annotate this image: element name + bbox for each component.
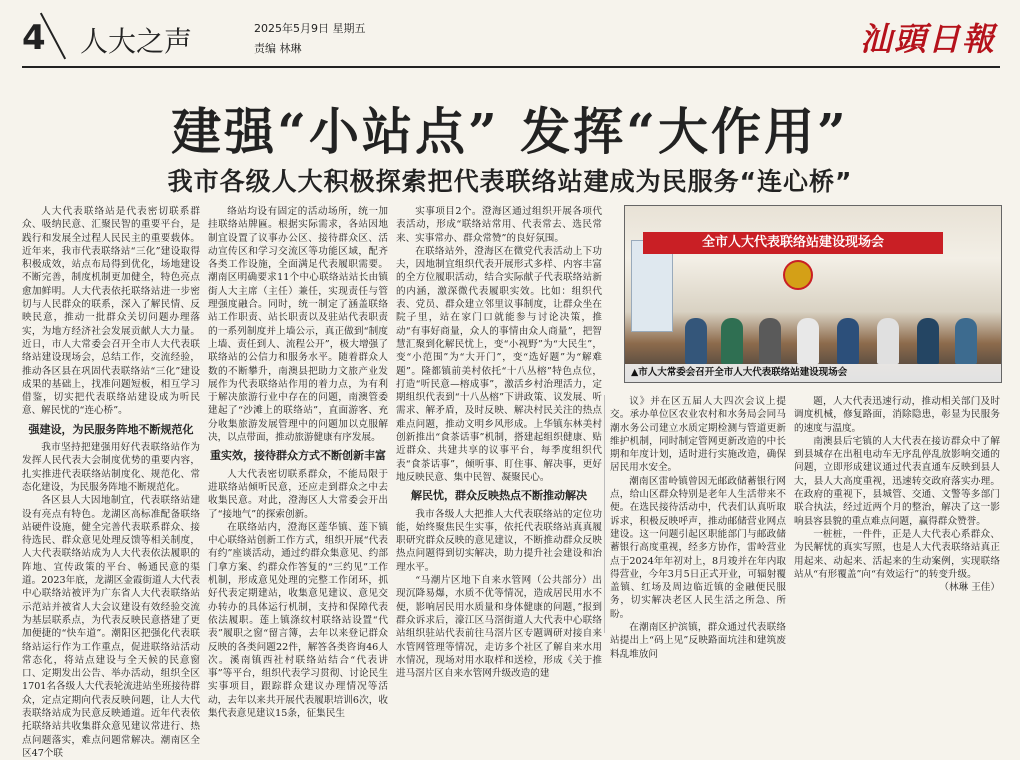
paragraph: 人大代表联络站是代表密切联系群众、吸纳民意、汇聚民智的重要平台，是践行和发展全过程人民民主的重要载体。近年来，我市代表联络站“三化”建设取得积极成效，站点布局得到优化，场地建设不断完善，制度机制更加健全，特色亮点愈加鲜明。人大代表依托联络站进一步密切与人民群众的联系，深入了解民情、反映民意，推动一批群众关切问题办理落实，为地方经济社会发展贡献人大力量。近日，市人大常委会召开全市人大代表联络站建设现场会，总结工作，交流经验，推动各区县在巩固代表联络站“三化”建设成果的基础上，找准问题短板，相互学习借鉴，切实把代表联络站建设成为听民意、解民忧的“连心桥”。 <box>22 206 200 417</box>
paragraph: 络站均设有固定的活动场所，统一加挂联络站牌匾。根据实际需求，各站因地制宜设置了议事办公区、接待群众区、活动宣传区和学习交流区等功能区域，配齐各类工作设施，全面满足代表履职需要。潮南区明确要求11个中心联络站站长由镇街人大主席（主任）兼任，实现责任与管理强度融合。同时，统一制定了涵盖联络站工作职责、站长职责以及驻站代表职责的一系列制度并上墙公示，真正做到“制度上墙、责任到人、流程公开”，极大增强了联络站的公信力和服务水平。随着群众人数的不断攀升，南澳县把助力文旅产业发展作为代表联络站作用的着力点，为有利于解决旅游行业中存在的问题，南澳管委建起了“沙滩上的联络站”，直面游客、充分收集旅游发展管理中的问题加以克服解决，以点带面，推动旅游健康有序发展。 <box>208 206 388 444</box>
editor-credit: 责编 林琳 <box>254 42 302 55</box>
paragraph: 各区县人大因地制宜，代表联络站建设有亮点有特色。龙湖区高标准配备联络站硬件设施，健全完善代表联系群众、接待选民、群众意见处理反馈等相关制度，人大代表联络站成为人大代表依法履职的阵地、宣传政策的平台、畅通民意的渠道。2023年底，龙湖区金霞街道人大代表中心联络站被评为广东省人大代表联络站示范站并被省人大会议建设有效经验交流为基层联系点，为代表反映民意搭建了更加便捷的“快车道”。潮阳区把强化代表联络站运行作为工作重点，促进联络站活动常态化，将站点建设与全天候的民意窗口、定期发出公告、举办活动，组织全区1701名各级人大代表轮流进站坐班接待群众，定点定期向代表反映问题，让人大代表联络站成为民意反映通道。近年代表依托联络站共收集群众意见建议常进行、热点问题落实，难点问题常解决。潮南区全区47个联 <box>22 495 200 759</box>
subheading: 强建设，为民服务阵地不断规范化 <box>28 422 194 436</box>
column-4 <box>610 395 786 660</box>
newspaper-masthead: 汕頭日報 <box>859 20 996 58</box>
national-emblem-icon <box>783 260 813 290</box>
column-2 <box>208 205 388 719</box>
column-divider <box>604 395 605 633</box>
byline: （林琳 王佳） <box>939 582 1000 594</box>
page-number: 4 <box>22 18 46 58</box>
paragraph: 我市坚持把建强用好代表联络站作为发挥人民代表大会制度优势的重要内容，扎实推进代表联络站制度化、规范化、常态化建设，为民服务阵地不断规范化。 <box>22 442 200 493</box>
header-rule <box>22 66 1000 68</box>
news-photo <box>624 205 1002 383</box>
article-title: 建强“小站点” 发挥“大作用” <box>171 102 849 161</box>
paragraph: 在潮南区护滨镇，群众通过代表联络站提出上“码上见”反映路面坑洼和建筑废料乱堆放问 <box>610 622 786 660</box>
photo-caption: ▲市人大常委会召开全市人大代表联络站建设现场会 <box>625 364 1001 382</box>
page-header <box>0 0 1020 72</box>
paragraph: 实事项目2个。澄海区通过组织开展各项代表活动，形成“联络站常用、代表常去、选民常来、实事常办、群众常赞”的良好氛围。 <box>396 206 602 244</box>
paragraph: 题，人大代表迅速行动，推动相关部门及时调度机械，修复路面，消除隐患，彰显为民服务的速度与温度。 <box>794 396 1000 434</box>
paragraph: 潮南区雷岭镇曾因无邮政储蓄银行网点，给山区群众特别是老年人生活带来不便。在选民接待活动中，代表们认真听取诉求，积极反映呼声，推动邮储营业网点建设。这一问题引起区职能部门与邮政储蓄银行高度重视，经多方协作，雷岭营业点于2024年年初对上，8月竣并在年内取得营业，今年3月5日正式开业，可辐射覆盖镇、红场及周边临近镇的金融便民服务，切实解决老区人民生活之所急、所盼。 <box>610 475 786 620</box>
attendee-figure <box>877 318 899 364</box>
attendee-figure <box>685 318 707 364</box>
subheading: 重实效，接待群众方式不断创新丰富 <box>210 449 386 463</box>
attendee-figure <box>721 318 743 364</box>
column-5 <box>794 395 1000 633</box>
column-3 <box>396 205 602 680</box>
photo-banner: 全市人大代表联络站建设现场会 <box>643 232 943 254</box>
article-subtitle: 我市各级人大积极探索把代表联络站建成为民服务“连心桥” <box>167 167 853 196</box>
paragraph: 在联络站内，澄海区莲华镇、莲下镇中心联络站创新工作方式，组织开展“代表有约”座谈活动，通过约群众集意见、约部门拿方案、约群众作答复的“三约见”工作机制，形成意见处理的完整工作闭环，抓好代表定期建站，收集意见建议、意见交办转办的具体运行机制，支持和保障代表依法履职。莲上镇涤纹村联络站设置“代表”履职之窗“留言簿，去年以来登记群众反映的各类问题22件，解答各类咨询46人次。溪南镇西社村联络站结合“代表讲事”等平台，组织代表学习贯彻、讨论民生实事项目，跟踪群众建议办理情况等活动，去年以来共开展代表履职培训6次，收集代表意见建议15条，征集民生 <box>208 521 388 719</box>
attendee-figure <box>955 318 977 364</box>
paragraph: 我市各级人大把推人大代表联络站的定位功能，始终聚焦民生实事，依托代表联络站真真履职研究群众反映的意见建议，不断推动群众反映热点问题得到切实解决，助力提升社会建设和治理水平。 <box>396 508 602 573</box>
subheading: 解民忧，群众反映热点不断推动解决 <box>411 489 587 503</box>
column-1 <box>22 205 200 759</box>
paragraph: 在联络站外，澄海区在微党代表活动上下功夫，因地制宜组织代表开展形式多样、内容丰富的全方位履职活动，结合实际献子代表联络站新的内涵，激深微代表履职实效。比如：组织代表、党员、群众建立邻里议事制度，让群众坐在院子里，站在家门口就能参与讨论决策，推动“有事好商量，众人的事情由众人商量”，把智慧汇聚到化解民忧上，变“小视野”为“大民生”，变“小范围”为“大开门”，变“选好题”为“解难题”。隆都镇前美村依托“十八丛榕”特色点位，打造“听民意—榕成事”，激活乡村治理活力，定期组织代表到“十八丛榕”下讲政策、议发展、听需求、解矛盾，及时反映、解决村民关注的热点难点问题，推动文明乡风形成。上华镇东林美村创新推出“食茶话事”机制，搭建起组织健康、贴近群众、共建共享的议事平台，每季度组织代表“食茶话事”，倾听事、盯住事、解决事，更好地反映民意、集中民智、凝聚民心。 <box>396 245 602 483</box>
paragraph: “马潮片区地下自来水管网（公共部分）出现沉降易爆，水质不优等情况，造成居民用水不便，影响居民用水质量和身体健康的问题，”报到群众诉求后，濠江区马滘街道人大代表中心联络站组织驻站代表前往马滘片区专题调研对接自来水管网管理等情况，走访多个社区了解自来水用水情况，现场对用水取样和送检，形成《关于推进马滘片区自来水管网升级改造的建 <box>396 575 602 680</box>
attendee-figure <box>837 318 859 364</box>
attendee-figure <box>759 318 781 364</box>
attendee-figure <box>917 318 939 364</box>
paragraph: 一桩桩，一件件，正是人大代表心系群众、为民解忧的真实写照，也是人大代表联络站真正用起来、动起来、活起来的生动案例，实现联络站从“有形覆盖”向“有效运行”的转变升级。 <box>794 528 1000 580</box>
attendee-figure <box>797 318 819 364</box>
issue-date: 2025年5月9日 星期五 <box>254 22 366 35</box>
paragraph: 南澳县后宅镇的人大代表在接访群众中了解到县城存在出租电动车无序乱停乱放影响交通的问题，立即形成建议通过代表直通车反映到县人大，县人大高度重视，迅速转交政府落实办理。在政府的重视下，县城管、交通、文警等多部门联合执法，经过近两个月的整治，解决了这一影响县容县貌的重点难点问题，赢得群众赞誉。 <box>794 435 1000 527</box>
paragraph: 人大代表密切联系群众，不能局限于进联络站倾听民意，还应走到群众之中去收集民意。对此，澄海区人大常委会开出了“接地气”的探索创新。 <box>208 468 388 520</box>
section-name: 人大之声 <box>80 25 193 58</box>
article-body <box>22 205 1000 759</box>
paragraph: 议》并在区五届人大四次会议上提交。承办单位区农业农村和水务局会同马潮水务公司建立水质定期检测与管道更新维护机制，同时制定管网更新改造的中长期和年度计划，适时进行实施改造，确保居民用水安全。 <box>610 396 786 474</box>
